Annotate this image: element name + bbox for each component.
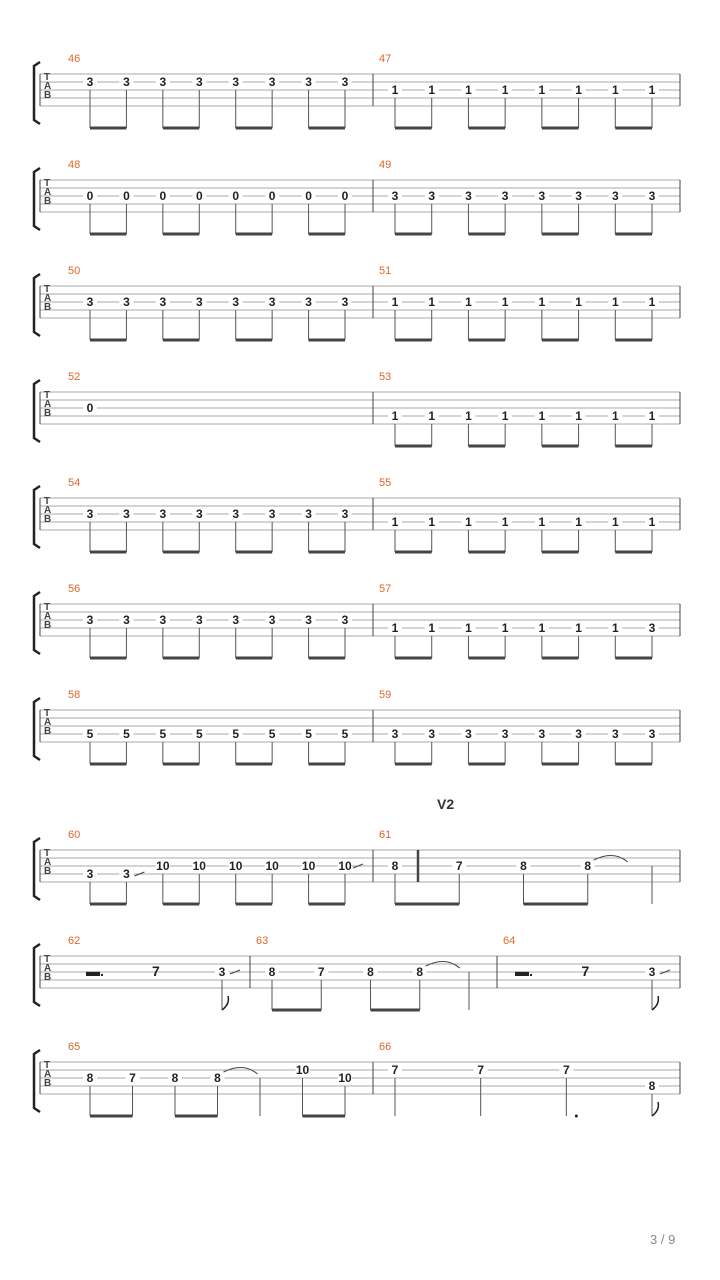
fret-number: 3 [86, 867, 94, 881]
rest-symbol: 7 [152, 963, 160, 979]
fret-number: 3 [538, 727, 546, 741]
measure-number: 63 [256, 935, 269, 947]
fret-number: 0 [195, 189, 203, 203]
fret-number: 0 [123, 189, 130, 203]
fret-number: 1 [501, 409, 509, 423]
fret-number: 0 [341, 189, 349, 203]
fret-number: 3 [159, 75, 167, 89]
fret-number: 8 [391, 859, 399, 873]
measure-number: 52 [68, 371, 81, 383]
tab-clef-letter: B [44, 196, 52, 207]
measure-number: 59 [379, 689, 392, 701]
fret-number: 3 [305, 507, 312, 521]
tie-arc [224, 1067, 258, 1074]
tab-clef-letter: A [44, 399, 52, 410]
fret-number: 1 [611, 409, 619, 423]
tab-clef-letter: A [44, 1069, 52, 1080]
fret-number: 3 [575, 189, 582, 203]
tab-clef-letter: T [44, 602, 51, 613]
fret-number: 3 [268, 75, 276, 89]
fret-number: 1 [538, 83, 546, 97]
fret-number: 3 [341, 507, 349, 521]
tab-clef-letter: A [44, 611, 52, 622]
fret-number: 5 [232, 727, 240, 741]
fret-number: 3 [86, 507, 94, 521]
fret-number: 10 [192, 859, 206, 873]
fret-number: 3 [341, 295, 349, 309]
fret-number: 3 [218, 965, 226, 979]
fret-number: 1 [391, 621, 399, 635]
measure-number: 56 [68, 583, 81, 595]
fret-number: 0 [159, 189, 167, 203]
fret-number: 3 [575, 727, 582, 741]
rest-symbol: ▬. [515, 963, 533, 979]
fret-number: 3 [538, 189, 546, 203]
fret-number: 1 [611, 621, 619, 635]
fret-number: 1 [538, 621, 546, 635]
fret-number: 7 [391, 1063, 399, 1077]
fret-number: 7 [317, 965, 325, 979]
fret-number: 3 [232, 613, 240, 627]
fret-number: 1 [575, 295, 582, 309]
fret-number: 3 [86, 295, 94, 309]
fret-number: 10 [338, 859, 352, 873]
fret-number: 10 [229, 859, 243, 873]
fret-number: 0 [305, 189, 312, 203]
tab-clef-letter: B [44, 514, 52, 525]
measure-number: 53 [379, 371, 392, 383]
fret-number: 3 [648, 189, 656, 203]
fret-number: 3 [611, 727, 619, 741]
tab-clef-letter: T [44, 178, 51, 189]
fret-number: 7 [129, 1071, 136, 1085]
tab-clef-letter: B [44, 866, 52, 877]
fret-number: 1 [648, 515, 656, 529]
system-bracket [34, 698, 40, 760]
fret-number: 3 [195, 613, 203, 627]
fret-number: 1 [575, 83, 582, 97]
measure-number: 48 [68, 159, 81, 171]
fret-number: 8 [584, 859, 592, 873]
fret-number: 3 [123, 613, 130, 627]
fret-number: 3 [159, 507, 167, 521]
measure-number: 58 [68, 689, 81, 701]
fret-number: 3 [428, 189, 436, 203]
tab-clef-letter: A [44, 187, 52, 198]
measure-number: 55 [379, 477, 392, 489]
fret-number: 10 [338, 1071, 352, 1085]
fret-number: 1 [611, 515, 619, 529]
fret-number: 10 [265, 859, 279, 873]
fret-number: 1 [575, 621, 582, 635]
fret-number: 7 [455, 859, 463, 873]
fret-number: 3 [465, 189, 472, 203]
measure-number: 60 [68, 829, 81, 841]
system-bracket [34, 62, 40, 124]
fret-number: 1 [428, 515, 436, 529]
duration-dot [575, 1115, 578, 1118]
tab-clef-letter: T [44, 72, 51, 83]
fret-number: 1 [391, 515, 399, 529]
fret-number: 3 [86, 75, 94, 89]
fret-number: 3 [268, 613, 276, 627]
fret-number: 8 [214, 1071, 221, 1085]
system-bracket [34, 274, 40, 336]
tab-clef-letter: T [44, 1060, 51, 1071]
note-flag [222, 996, 228, 1010]
tab-clef-letter: T [44, 284, 51, 295]
fret-number: 1 [501, 83, 509, 97]
section-label: V2 [437, 796, 455, 812]
fret-number: 8 [520, 859, 527, 873]
fret-number: 8 [171, 1071, 179, 1085]
fret-number: 3 [648, 965, 656, 979]
measure-number: 51 [379, 265, 392, 277]
fret-number: 3 [465, 727, 472, 741]
fret-number: 1 [391, 83, 399, 97]
measure-number: 57 [379, 583, 392, 595]
fret-number: 5 [195, 727, 203, 741]
fret-number: 8 [86, 1071, 94, 1085]
measure-number: 66 [379, 1041, 392, 1053]
fret-number: 8 [268, 965, 276, 979]
fret-number: 3 [123, 507, 130, 521]
measure-number: 64 [503, 935, 516, 947]
fret-number: 1 [428, 83, 436, 97]
system-bracket [34, 168, 40, 230]
fret-number: 5 [341, 727, 349, 741]
system-bracket [34, 486, 40, 548]
tab-clef-letter: T [44, 390, 51, 401]
fret-number: 3 [159, 613, 167, 627]
fret-number: 1 [611, 295, 619, 309]
fret-number: 1 [501, 295, 509, 309]
fret-number: 5 [123, 727, 130, 741]
fret-number: 3 [195, 507, 203, 521]
fret-number: 1 [648, 295, 656, 309]
fret-number: 1 [391, 409, 399, 423]
fret-number: 1 [538, 295, 546, 309]
fret-number: 5 [86, 727, 94, 741]
system-bracket [34, 592, 40, 654]
tab-clef-letter: B [44, 1078, 52, 1089]
fret-number: 3 [232, 295, 240, 309]
fret-number: 5 [305, 727, 312, 741]
fret-number: 3 [232, 507, 240, 521]
fret-number: 1 [465, 409, 472, 423]
measure-number: 49 [379, 159, 392, 171]
tab-clef-letter: B [44, 726, 52, 737]
page-number: 3 / 9 [650, 1232, 676, 1247]
fret-number: 3 [648, 727, 656, 741]
fret-number: 1 [575, 515, 582, 529]
fret-number: 3 [86, 613, 94, 627]
fret-number: 1 [391, 295, 399, 309]
fret-number: 7 [562, 1063, 570, 1077]
fret-number: 3 [305, 75, 312, 89]
system-bracket [34, 838, 40, 900]
fret-number: 3 [611, 189, 619, 203]
fret-number: 0 [86, 189, 94, 203]
note-flag [652, 996, 658, 1010]
fret-number: 3 [648, 621, 656, 635]
fret-number: 1 [538, 409, 546, 423]
system-bracket [34, 944, 40, 1006]
fret-number: 1 [465, 515, 472, 529]
fret-number: 0 [268, 189, 276, 203]
fret-number: 1 [501, 621, 509, 635]
fret-number: 10 [301, 859, 316, 873]
fret-number: 3 [501, 189, 509, 203]
fret-number: 3 [232, 75, 240, 89]
fret-number: 8 [648, 1079, 656, 1093]
fret-number: 3 [501, 727, 509, 741]
tab-clef-letter: A [44, 505, 52, 516]
fret-number: 1 [501, 515, 509, 529]
system-bracket [34, 380, 40, 442]
fret-number: 10 [295, 1063, 310, 1077]
fret-number: 5 [268, 727, 276, 741]
tab-clef-letter: A [44, 717, 52, 728]
measure-number: 61 [379, 829, 392, 841]
tab-clef-letter: T [44, 708, 51, 719]
fret-number: 3 [123, 75, 130, 89]
fret-number: 3 [391, 727, 399, 741]
fret-number: 1 [465, 295, 472, 309]
fret-number: 3 [305, 295, 312, 309]
rest-symbol: 7 [581, 963, 590, 979]
system-bracket [34, 1050, 40, 1112]
fret-number: 8 [367, 965, 374, 979]
fret-number: 3 [341, 75, 349, 89]
tab-clef-letter: B [44, 972, 52, 983]
fret-number: 10 [156, 859, 170, 873]
fret-number: 3 [428, 727, 436, 741]
fret-number: 7 [477, 1063, 485, 1077]
tab-clef-letter: A [44, 293, 52, 304]
tab-clef-letter: T [44, 954, 51, 965]
fret-number: 1 [428, 621, 436, 635]
fret-number: 3 [123, 295, 130, 309]
tab-clef-letter: A [44, 81, 52, 92]
tab-clef-letter: B [44, 620, 52, 631]
fret-number: 3 [391, 189, 399, 203]
tab-clef-letter: B [44, 302, 52, 313]
fret-number: 1 [648, 83, 656, 97]
fret-number: 1 [648, 409, 656, 423]
measure-number: 54 [68, 477, 81, 489]
fret-number: 1 [465, 621, 472, 635]
fret-number: 1 [538, 515, 546, 529]
tab-clef-letter: A [44, 857, 52, 868]
fret-number: 1 [428, 295, 436, 309]
fret-number: 3 [159, 295, 167, 309]
tie-arc [426, 961, 460, 968]
fret-number: 0 [86, 401, 94, 415]
fret-number: 0 [232, 189, 240, 203]
fret-number: 1 [465, 83, 472, 97]
note-flag [652, 1102, 658, 1116]
measure-number: 50 [68, 265, 81, 277]
rest-symbol: ▬. [86, 963, 104, 979]
tie-arc [594, 855, 628, 862]
fret-number: 3 [123, 867, 130, 881]
fret-number: 8 [416, 965, 424, 979]
fret-number: 3 [195, 75, 203, 89]
fret-number: 3 [341, 613, 349, 627]
fret-number: 1 [611, 83, 619, 97]
fret-number: 3 [305, 613, 312, 627]
measure-number: 46 [68, 53, 81, 65]
tab-clef-letter: T [44, 496, 51, 507]
measure-number: 62 [68, 935, 81, 947]
fret-number: 3 [268, 507, 276, 521]
measure-number: 47 [379, 53, 392, 65]
fret-number: 1 [428, 409, 436, 423]
measure-number: 65 [68, 1041, 81, 1053]
fret-number: 1 [575, 409, 582, 423]
tab-clef-letter: B [44, 408, 52, 419]
fret-number: 3 [195, 295, 203, 309]
tab-clef-letter: B [44, 90, 52, 101]
tab-clef-letter: T [44, 848, 51, 859]
tab-clef-letter: A [44, 963, 52, 974]
fret-number: 3 [268, 295, 276, 309]
fret-number: 5 [159, 727, 167, 741]
